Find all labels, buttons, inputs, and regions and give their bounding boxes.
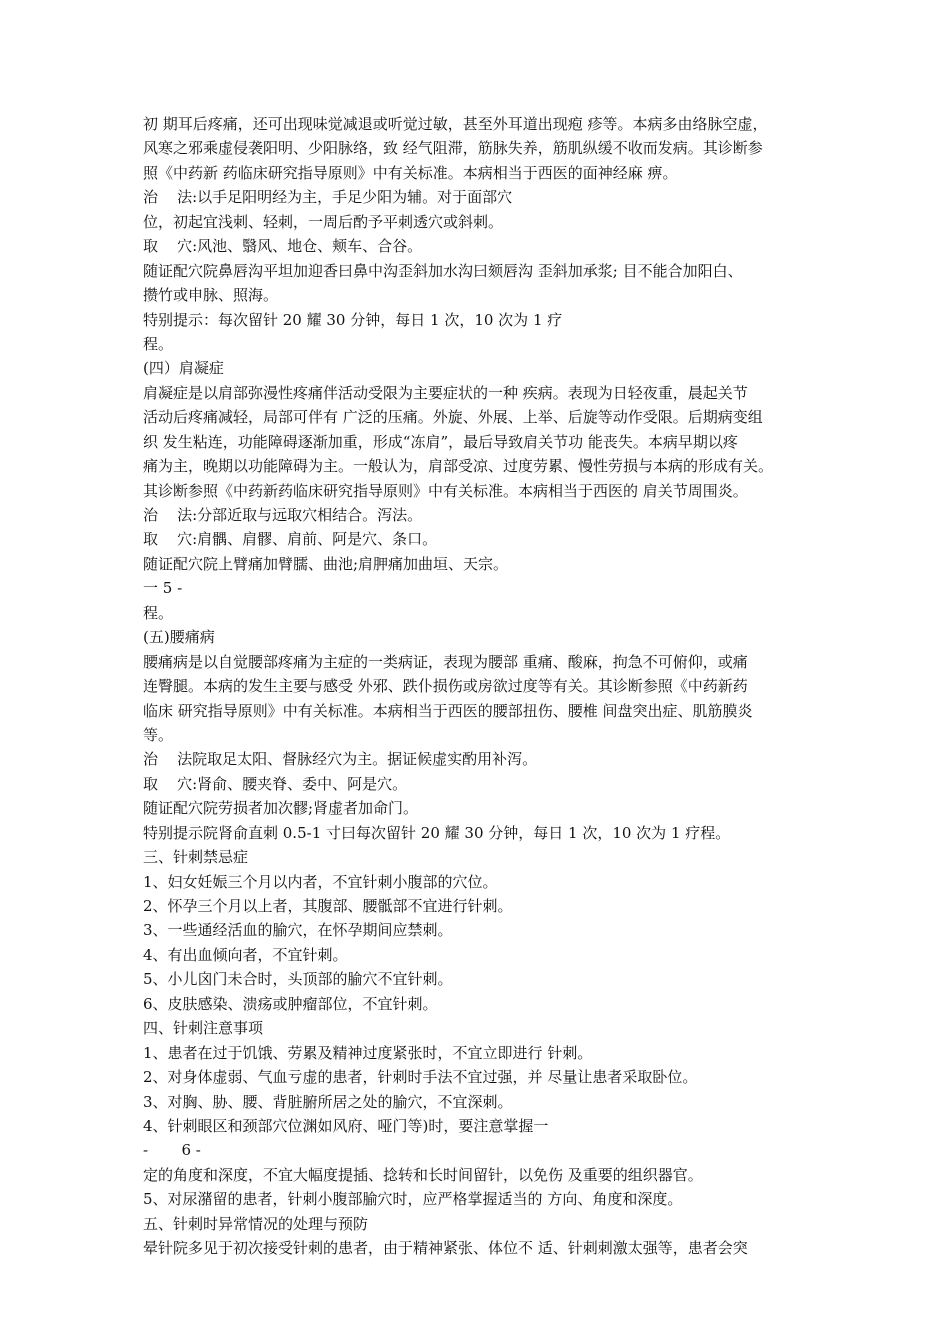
text-line: 随证配穴院鼻唇沟平坦加迎香曰鼻中沟歪斜加水沟曰颏唇沟 歪斜加承浆; 目不能合加阳白、 [143, 261, 743, 280]
page-number: 一 5 - [143, 579, 183, 598]
list-item: 2、对身体虚弱、气血亏虚的患者，针刺时手法不宜过强，并 尽量让患者采取卧位。 [143, 1068, 698, 1087]
list-item: 5、小儿囟门未合时，头顶部的腧穴不宜针刺。 [143, 970, 453, 989]
list-item: 2、怀孕三个月以上者，其腹部、腰骶部不宜进行针刺。 [143, 897, 513, 915]
list-item: 4、针刺眼区和颈部穴位渊如风府、哑门等)时，要注意掌握一 [143, 1116, 549, 1135]
text-line: 程。 [143, 334, 174, 353]
text-line: 治 法:以手足阳明经为主，手足少阳为辅。对于面部穴 [143, 188, 513, 207]
text-line: 照《中药新 药临床研究指导原则》中有关标准。本病相当于西医的面神经麻 痹。 [143, 163, 678, 182]
section-heading: (四）肩凝症 [143, 359, 224, 378]
text-line: 织 发生粘连，功能障碍逐渐加重，形成“冻肩”，最后导致肩关节功 能丧失。本病早期以疼 [143, 432, 738, 451]
section-heading: (五)腰痛病 [143, 628, 215, 647]
page-number: - 6 - [143, 1141, 201, 1160]
list-item: 1、妇女妊娠三个月以内者，不宜针刺小腹部的穴位。 [143, 872, 498, 891]
text-line: 程。 [143, 603, 174, 622]
list-item: 3、对胸、胁、腰、背脏腑所居之处的腧穴，不宜深刺。 [143, 1092, 513, 1111]
text-line: 取 穴:肾俞、腰夹脊、委中、阿是穴。 [143, 774, 408, 793]
list-item: 4、有出血倾向者，不宜针刺。 [143, 945, 348, 964]
section-heading: 三、针刺禁忌症 [143, 848, 249, 867]
list-item: 5、对尿潴留的患者，针刺小腹部腧穴时，应严格掌握适当的 方向、角度和深度。 [143, 1190, 683, 1209]
text-line: 治 法:分部近取与远取穴相结合。泻法。 [143, 506, 423, 524]
text-line: 其诊断参照《中药新药临床研究指导原则》中有关标准。本病相当于西医的 肩关节周围炎。 [143, 481, 748, 500]
text-line: 等。 [143, 725, 174, 744]
text-line: 腰痛病是以自觉腰部疼痛为主症的一类病证，表现为腰部 重痛、酸麻，拘急不可俯仰，或痛 [143, 652, 748, 671]
text-line: 定的角度和深度，不宜大幅度提插、捻转和长时间留针，以免伤 及重要的组织器官。 [143, 1165, 703, 1184]
text-line: 连臀腿。本病的发生主要与感受 外邪、跌仆损伤或房欲过度等有关。其诊断参照《中药新药 [143, 677, 748, 696]
text-line: 肩凝症是以肩部弥漫性疼痛伴活动受限为主要症状的一种 疾病。表现为日轻夜重，晨起关节 [143, 383, 748, 402]
list-item: 6、皮肤感染、溃疡或肿瘤部位，不宜针刺。 [143, 994, 438, 1013]
text-line: 活动后疼痛减轻，局部可伴有 广泛的压痛。外旋、外展、上举、后旋等动作受限。后期病变组 [143, 408, 763, 427]
text-line: 初 期耳后疼痛，还可出现味觉减退或听觉过敏，甚至外耳道出现疱 疹等。本病多由络脉空虚， [143, 115, 768, 133]
text-line: 特别提示院肾俞直刺 0.5-1 寸曰每次留针 20 耀 30 分钟，每日 1 次，10 次为 1 疗程。 [143, 823, 731, 842]
section-heading: 五、针刺时异常情况的处理与预防 [143, 1214, 369, 1233]
list-item: 1、患者在过于饥饿、劳累及精神过度紧张时，不宜立即进行 针刺。 [143, 1043, 593, 1062]
section-heading: 四、针刺注意事项 [143, 1019, 264, 1038]
text-line: 风寒之邪乘虚侵袭阳明、少阳脉络，致 经气阻滞，筋脉失养，筋肌纵缓不收而发病。其诊断参 [143, 139, 763, 158]
text-line: 攒竹或申脉、照海。 [143, 286, 279, 305]
text-line: 临床 研究指导原则》中有关标准。本病相当于西医的腰部扭伤、腰椎 间盘突出症、肌筋膜炎 [143, 701, 753, 720]
text-line: 随证配穴院劳损者加次髎;肾虚者加命门。 [143, 799, 419, 818]
text-line: 取 穴:风池、翳风、地仓、颊车、合谷。 [143, 237, 423, 256]
text-line: 痛为主，晚期以功能障碍为主。一般认为，肩部受凉、过度劳累、慢性劳损与本病的形成有关。 [143, 457, 774, 476]
document-page [143, 112, 823, 1261]
text-line: 特别提示：每次留针 20 耀 30 分钟，每日 1 次，10 次为 1 疗 [143, 310, 563, 329]
text-line: 取 穴:肩髃、肩髎、肩前、阿是穴、条口。 [143, 530, 438, 549]
text-line: 随证配穴院上臂痛加臂臑、曲池;肩胛痛加曲垣、天宗。 [143, 554, 509, 573]
text-line: 晕针院多见于初次接受针刺的患者，由于精神紧张、体位不 适、针刺刺激太强等，患者会突 [143, 1239, 748, 1258]
text-line: 治 法院取足太阳、督脉经穴为主。据证候虚实酌用补泻。 [143, 750, 538, 769]
list-item: 3、一些通经活血的腧穴，在怀孕期间应禁刺。 [143, 921, 453, 940]
text-line: 位，初起宜浅刺、轻刺，一周后酌予平刺透穴或斜刺。 [143, 212, 504, 231]
